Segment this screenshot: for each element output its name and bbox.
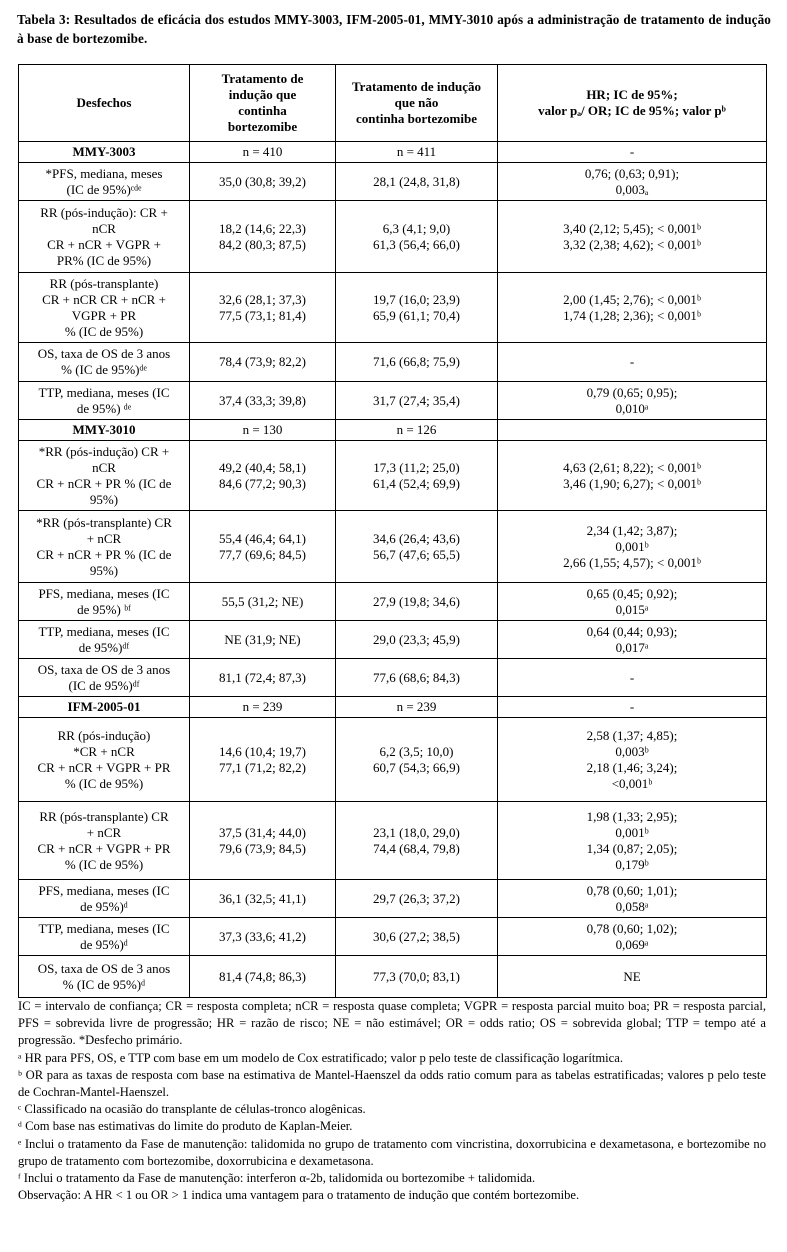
cell-line: RR (pós-indução): CR + <box>40 204 168 220</box>
cell-line: 1,34 (0,87; 2,05); <box>586 840 678 856</box>
cell-line: Tratamento de indução <box>351 79 482 94</box>
hr-value <box>498 956 767 998</box>
cell-line: continha bortezomibe <box>356 111 477 126</box>
cell-line: TTP, mediana, meses (IC <box>38 623 170 639</box>
cell-line: nCR <box>92 220 116 236</box>
cell-line: CR + nCR + VGPR + <box>47 236 161 252</box>
bortezomibe-value <box>190 718 336 802</box>
cell-line: PFS, mediana, meses (IC <box>38 585 170 601</box>
bortezomibe-value <box>190 343 336 382</box>
sem-bortezomibe-value <box>336 201 498 273</box>
cell-line: + nCR <box>86 530 122 546</box>
hr-value <box>498 621 767 659</box>
cell-line: 2,66 (1,55; 4,57); < 0,001ᵇ <box>563 554 701 570</box>
cell-line: 55,4 (46,4; 64,1) <box>218 530 307 546</box>
cell-line: 2,58 (1,37; 4,85); <box>586 727 678 743</box>
cell-line: 60,7 (54,3; 66,9) <box>372 759 461 775</box>
cell-line: 23,1 (18,0, 29,0) <box>373 824 460 840</box>
cell-line: 95%) <box>89 491 119 507</box>
table-row <box>19 163 767 201</box>
header-bortezomibe <box>190 65 336 142</box>
cell-line: (IC de 95%)ᵈᶠ <box>68 677 140 693</box>
hr-value <box>498 382 767 420</box>
cell-line: 55,5 (31,2; NE) <box>221 593 304 609</box>
efficacy-table <box>18 64 767 998</box>
cell-line: <0,001ᵇ <box>611 775 653 791</box>
cell-line: RR (pós-transplante) CR <box>39 808 169 824</box>
cell-line: 77,6 (68,6; 84,3) <box>372 669 461 685</box>
cell-line: continha <box>238 103 287 118</box>
cell-line: que não <box>394 95 439 110</box>
cell-line: 2,34 (1,42; 3,87); <box>586 522 678 538</box>
cell-line: 0,79 (0,65; 0,95); <box>586 384 678 400</box>
cell-line: CR + nCR + PR % (IC de <box>36 546 172 562</box>
cell-line: 28,1 (24,8, 31,8) <box>373 173 460 189</box>
cell-line: 6,2 (3,5; 10,0) <box>379 743 454 759</box>
cell-line: 1,74 (1,28; 2,36); < 0,001ᵇ <box>563 307 701 323</box>
outcome-cell <box>19 718 190 802</box>
outcome-cell <box>19 511 190 583</box>
sem-bortezomibe-value <box>336 343 498 382</box>
outcome-cell <box>19 880 190 918</box>
cell-line: 0,78 (0,60; 1,02); <box>586 920 678 936</box>
study-hr <box>498 420 767 441</box>
cell-line: 56,7 (47,6; 65,5) <box>372 546 461 562</box>
cell-line: de 95%)ᵈ <box>80 898 128 914</box>
study-name: MMY-3010 <box>19 420 190 441</box>
table-row <box>19 718 767 802</box>
cell-line: bortezomibe <box>227 119 298 134</box>
hr-value <box>498 918 767 956</box>
cell-line: 0,003ₐ <box>615 181 649 197</box>
sem-bortezomibe-value <box>336 659 498 697</box>
n-bortezomibe: n = 130 <box>190 420 336 441</box>
cell-line: % (IC de 95%) <box>64 856 144 872</box>
cell-line: 0,003ᵇ <box>615 743 649 759</box>
table-row <box>19 621 767 659</box>
bortezomibe-value <box>190 273 336 343</box>
outcome-cell <box>19 163 190 201</box>
table-row <box>19 880 767 918</box>
cell-line: 61,3 (56,4; 66,0) <box>372 236 461 252</box>
cell-line: de 95%) ᵈᵉ <box>76 400 132 416</box>
cell-line: 19,7 (16,0; 23,9) <box>372 291 461 307</box>
cell-line: % (IC de 95%) <box>64 775 144 791</box>
bortezomibe-value <box>190 441 336 511</box>
cell-line: 61,4 (52,4; 69,9) <box>372 475 461 491</box>
sem-bortezomibe-value <box>336 273 498 343</box>
table-row <box>19 918 767 956</box>
footnote: Observação: A HR < 1 ou OR > 1 indica uma vantagem para o tratamento de indução que contém bortezomibe. <box>18 1188 580 1203</box>
sem-bortezomibe-value <box>336 802 498 880</box>
cell-line: 3,40 (2,12; 5,45); < 0,001ᵇ <box>563 220 701 236</box>
bortezomibe-value <box>190 802 336 880</box>
table-row <box>19 343 767 382</box>
sem-bortezomibe-value <box>336 511 498 583</box>
footnote: ᵈ Com base nas estimativas do limite do produto de Kaplan-Meier. <box>18 1119 353 1134</box>
n-sem-bortezomibe: n = 239 <box>336 697 498 718</box>
cell-line: Tratamento de <box>221 71 304 86</box>
cell-line: 81,4 (74,8; 86,3) <box>218 968 307 984</box>
cell-line: 0,015ᵃ <box>615 601 649 617</box>
outcome-cell <box>19 382 190 420</box>
cell-line: % (IC de 95%)ᵈ <box>62 976 146 992</box>
hr-value <box>498 511 767 583</box>
cell-line: 3,32 (2,38; 4,62); < 0,001ᵇ <box>563 236 701 252</box>
cell-line: 37,5 (31,4; 44,0) <box>218 824 307 840</box>
cell-line: 27,9 (19,8; 34,6) <box>372 593 461 609</box>
cell-line: 0,179ᵇ <box>615 856 649 872</box>
cell-line: *PFS, mediana, meses <box>45 165 163 181</box>
sem-bortezomibe-value <box>336 918 498 956</box>
cell-line: HR; IC de 95%; <box>586 87 678 102</box>
cell-line: NE (31,9; NE) <box>224 631 301 647</box>
cell-line: 37,4 (33,3; 39,8) <box>218 392 307 408</box>
cell-line: - <box>629 354 635 369</box>
cell-line: 0,65 (0,45; 0,92); <box>586 585 678 601</box>
cell-line: de 95%)ᵈᶠ <box>78 639 130 655</box>
outcome-cell <box>19 343 190 382</box>
cell-line: 0,78 (0,60; 1,01); <box>586 882 678 898</box>
cell-line: 6,3 (4,1; 9,0) <box>382 220 451 236</box>
cell-line: nCR <box>92 459 116 475</box>
cell-line: 36,1 (32,5; 41,1) <box>218 890 307 906</box>
cell-line: RR (pós-transplante) <box>49 275 159 291</box>
hr-value <box>498 163 767 201</box>
table-row <box>19 956 767 998</box>
table-caption: Tabela 3: Resultados de eficácia dos estudos MMY-3003, IFM-2005-01, MMY-3010 após a administração de tratamento de indução à base de bortezomibe. <box>17 12 771 46</box>
table-row <box>19 583 767 621</box>
n-sem-bortezomibe: n = 411 <box>336 142 498 163</box>
hr-value <box>498 441 767 511</box>
bortezomibe-value <box>190 163 336 201</box>
outcome-cell <box>19 441 190 511</box>
cell-line: 2,18 (1,46; 3,24); <box>586 759 678 775</box>
cell-line: OS, taxa de OS de 3 anos <box>37 346 171 361</box>
cell-line: 2,00 (1,45; 2,76); < 0,001ᵇ <box>563 291 701 307</box>
footnote: IC = intervalo de confiança; CR = resposta completa; nCR = resposta quase completa; VGPR = resposta parcial muito boa; PR = resposta parcial, PFS = sobrevida livre de progressão; HR = razão de risco; NE = não estimável; OR = odds ratio; OS = sobrevida global; TTP = tempo até a progressão. *Desfecho primário. <box>18 999 766 1048</box>
footnotes <box>18 998 766 1204</box>
outcome-cell <box>19 956 190 998</box>
cell-line: 30,6 (27,2; 38,5) <box>372 928 461 944</box>
sem-bortezomibe-value <box>336 163 498 201</box>
study-row <box>19 420 767 441</box>
cell-line: 81,1 (72,4; 87,3) <box>218 669 307 685</box>
table-row <box>19 511 767 583</box>
cell-line: 29,0 (23,3; 45,9) <box>372 631 461 647</box>
table-row <box>19 441 767 511</box>
hr-value <box>498 201 767 273</box>
cell-line: 65,9 (61,1; 70,4) <box>372 307 461 323</box>
footnote: ᶜ Classificado na ocasião do transplante de células-tronco alogênicas. <box>18 1102 366 1117</box>
bortezomibe-value <box>190 918 336 956</box>
cell-line: 3,46 (1,90; 6,27); < 0,001ᵇ <box>563 475 701 491</box>
study-name: MMY-3003 <box>19 142 190 163</box>
table-row <box>19 382 767 420</box>
bortezomibe-value <box>190 621 336 659</box>
cell-line: + nCR <box>86 824 122 840</box>
cell-line: 14,6 (10,4; 19,7) <box>218 743 307 759</box>
cell-line: 77,7 (69,6; 84,5) <box>218 546 307 562</box>
cell-line: 0,001ᵇ <box>615 538 649 554</box>
cell-line: 37,3 (33,6; 41,2) <box>218 928 307 944</box>
table-body <box>19 142 767 998</box>
cell-line: *RR (pós-indução) CR + <box>38 443 170 459</box>
n-sem-bortezomibe: n = 126 <box>336 420 498 441</box>
sem-bortezomibe-value <box>336 718 498 802</box>
n-bortezomibe: n = 410 <box>190 142 336 163</box>
hr-value <box>498 802 767 880</box>
footnote: ᶠ Inclui o tratamento da Fase de manutenção: interferon α-2b, talidomida ou bortezomibe + talidomida. <box>18 1171 536 1186</box>
cell-line: valor pₐ/ OR; IC de 95%; valor pᵇ <box>538 103 726 118</box>
bortezomibe-value <box>190 201 336 273</box>
footnote: ᵉ Inclui o tratamento da Fase de manutenção: talidomida no grupo de tratamento com vincristina, doxorrubicina e dexametasona, e bortezomibe no grupo de tratamento com bortezomibe, doxorrubicina e dexametasona. <box>18 1136 766 1168</box>
hr-value <box>498 659 767 697</box>
hr-value <box>498 583 767 621</box>
cell-line: % (IC de 95%)ᵈᵉ <box>61 362 147 377</box>
cell-line: 49,2 (40,4; 58,1) <box>218 459 307 475</box>
header-hr <box>498 65 767 142</box>
sem-bortezomibe-value <box>336 621 498 659</box>
cell-line: CR + nCR CR + nCR + <box>42 291 166 307</box>
cell-line: 0,010ᵃ <box>615 400 649 416</box>
hr-value <box>498 880 767 918</box>
table-row <box>19 802 767 880</box>
sem-bortezomibe-value <box>336 382 498 420</box>
footnote: ᵇ OR para as taxas de resposta com base na estimativa de Mantel-Haenszel da odds ratio comum para as tabelas estratificadas; valores p pelo teste de Cochran-Mantel-Haenszel. <box>18 1067 766 1100</box>
cell-line: - <box>629 669 635 685</box>
header-sem-bortezomibe <box>336 65 498 142</box>
cell-line: 0,64 (0,44; 0,93); <box>586 623 678 639</box>
sem-bortezomibe-value <box>336 441 498 511</box>
outcome-cell <box>19 659 190 697</box>
outcome-cell <box>19 918 190 956</box>
bortezomibe-value <box>190 382 336 420</box>
hr-value <box>498 273 767 343</box>
cell-line: 0,058ᵃ <box>615 898 649 914</box>
cell-line: CR + nCR + VGPR + PR <box>37 759 171 775</box>
cell-line: 0,001ᵇ <box>615 824 649 840</box>
outcome-cell <box>19 201 190 273</box>
cell-line: 77,1 (71,2; 82,2) <box>218 759 307 775</box>
header-desfechos <box>19 65 190 142</box>
cell-line: *RR (pós-transplante) CR <box>36 514 172 530</box>
cell-line: 17,3 (11,2; 25,0) <box>373 459 460 475</box>
table-row <box>19 273 767 343</box>
n-bortezomibe: n = 239 <box>190 697 336 718</box>
cell-line: 84,6 (77,2; 90,3) <box>218 475 307 491</box>
study-row <box>19 697 767 718</box>
cell-line: 29,7 (26,3; 37,2) <box>372 890 461 906</box>
cell-line: 34,6 (26,4; 43,6) <box>372 530 461 546</box>
cell-line: 77,5 (73,1; 81,4) <box>218 307 307 323</box>
cell-line: PR% (IC de 95%) <box>56 252 152 268</box>
sem-bortezomibe-value <box>336 583 498 621</box>
cell-line: RR (pós-indução) <box>57 727 151 743</box>
bortezomibe-value <box>190 659 336 697</box>
cell-line: de 95%)ᵈ <box>80 936 128 952</box>
table-row <box>19 659 767 697</box>
cell-line: 78,4 (73,9; 82,2) <box>218 354 307 369</box>
sem-bortezomibe-value <box>336 880 498 918</box>
cell-line: VGPR + PR <box>71 307 137 323</box>
study-hr: - <box>498 697 767 718</box>
cell-line: *CR + nCR <box>73 743 135 759</box>
cell-line: 95%) <box>89 562 119 578</box>
cell-line: CR + nCR + VGPR + PR <box>37 840 171 856</box>
cell-line: de 95%) ᵇᶠ <box>77 601 131 617</box>
outcome-cell <box>19 621 190 659</box>
table-row <box>19 201 767 273</box>
bortezomibe-value <box>190 956 336 998</box>
study-hr: - <box>498 142 767 163</box>
cell-line: Desfechos <box>76 95 132 110</box>
outcome-cell <box>19 273 190 343</box>
bortezomibe-value <box>190 583 336 621</box>
cell-line: 0,017ᵃ <box>615 639 649 655</box>
bortezomibe-value <box>190 880 336 918</box>
cell-line: TTP, mediana, meses (IC <box>38 384 170 400</box>
cell-line: 77,3 (70,0; 83,1) <box>372 968 461 984</box>
hr-value <box>498 718 767 802</box>
cell-line: OS, taxa de OS de 3 anos <box>37 960 171 976</box>
outcome-cell <box>19 802 190 880</box>
hr-value <box>498 343 767 382</box>
cell-line: OS, taxa de OS de 3 anos <box>37 661 171 677</box>
cell-line: 18,2 (14,6; 22,3) <box>218 220 307 236</box>
bortezomibe-value <box>190 511 336 583</box>
cell-line: 1,98 (1,33; 2,95); <box>586 808 678 824</box>
footnote: ᵃ HR para PFS, OS, e TTP com base em um modelo de Cox estratificado; valor p pelo teste de classificação logarítmica. <box>18 1050 623 1065</box>
cell-line: % (IC de 95%) <box>64 323 144 339</box>
cell-line: 31,7 (27,4; 35,4) <box>372 392 461 408</box>
cell-line: (IC de 95%)ᶜᵈᵉ <box>66 181 142 197</box>
study-name: IFM-2005-01 <box>19 697 190 718</box>
outcome-cell <box>19 583 190 621</box>
cell-line: CR + nCR + PR % (IC de <box>36 475 172 491</box>
cell-line: 74,4 (68,4, 79,8) <box>373 840 460 856</box>
cell-line: 0,76; (0,63; 0,91); <box>584 165 680 181</box>
cell-line: 0,069ᵃ <box>615 936 649 952</box>
cell-line: 79,6 (73,9; 84,5) <box>218 840 307 856</box>
cell-line: NE <box>623 968 641 984</box>
cell-line: PFS, mediana, meses (IC <box>38 882 170 898</box>
header-row <box>19 65 767 142</box>
cell-line: 32,6 (28,1; 37,3) <box>218 291 307 307</box>
cell-line: TTP, mediana, meses (IC <box>38 920 170 936</box>
cell-line: 4,63 (2,61; 8,22); < 0,001ᵇ <box>563 459 701 475</box>
sem-bortezomibe-value <box>336 956 498 998</box>
cell-line: indução que <box>228 87 297 102</box>
cell-line: 71,6 (66,8; 75,9) <box>372 354 461 369</box>
study-row <box>19 142 767 163</box>
cell-line: 84,2 (80,3; 87,5) <box>218 236 307 252</box>
cell-line: 35,0 (30,8; 39,2) <box>218 173 307 189</box>
